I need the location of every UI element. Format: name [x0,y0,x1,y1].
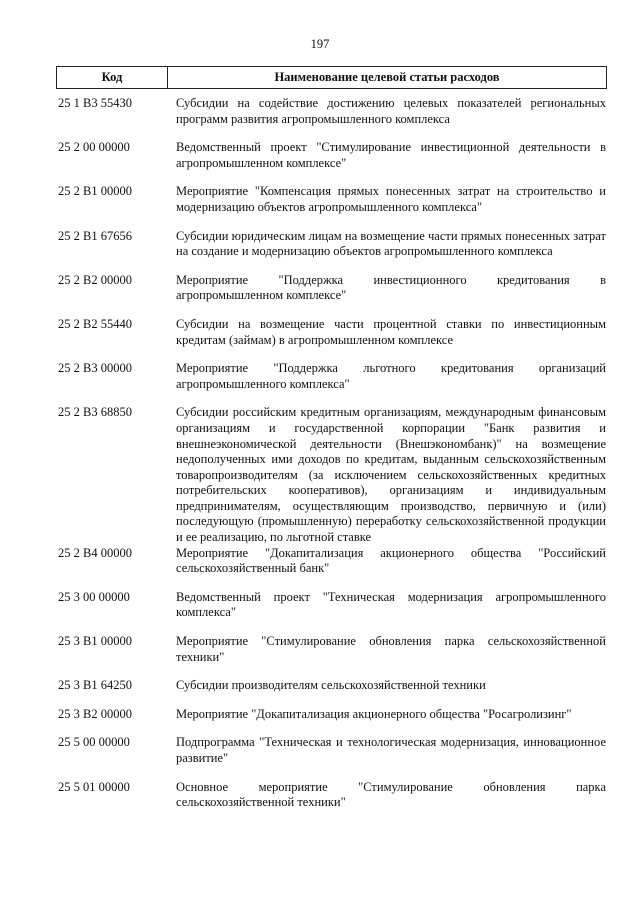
table-row [56,140,607,171]
row-description: Субсидии производителям сельскохозяйственной техники [176,678,486,693]
row-description: Подпрограмма "Техническая и технологическая модернизация, инновационное развитие" [176,735,606,765]
row-code: 25 3 B1 00000 [58,634,132,649]
table-row [56,780,607,811]
row-code: 25 2 B1 67656 [58,228,132,243]
table-row [56,273,607,304]
row-code: 25 2 00 00000 [58,140,130,155]
row-code: 25 2 B1 00000 [58,184,132,199]
column-header-code: Код [57,67,168,88]
row-description: Мероприятие "Докапитализация акционерного общества "Росагролизинг" [176,706,572,721]
row-code: 25 5 00 00000 [58,735,130,750]
row-description: Мероприятие "Стимулирование обновления парка сельскохозяйственной техники" [176,634,606,664]
table-row [56,678,607,694]
table-row [56,184,607,215]
row-description: Мероприятие "Поддержка льготного кредитования организаций агропромышленного комплекса" [176,361,606,391]
table-row [56,546,607,577]
row-description: Мероприятие "Компенсация прямых понесенных затрат на строительство и модернизацию объектов агропромышленного комплекса" [176,184,606,214]
row-description: Субсидии на возмещение части процентной ставки по инвестиционным кредитам (займам) в агропромышленном комплексе [176,316,606,347]
row-code: 25 2 B4 00000 [58,545,132,560]
table-row [56,317,607,348]
table-row [56,634,607,665]
row-code: 25 3 B1 64250 [58,678,132,693]
row-code: 25 3 00 00000 [58,589,130,604]
table-header [56,66,607,89]
table-row [56,707,607,723]
row-description: Субсидии на содействие достижению целевых показателей региональных программ развития агропромышленного комплекса [176,96,606,126]
table-row [56,590,607,621]
row-code: 25 2 B2 00000 [58,272,132,287]
row-code: 25 2 B3 68850 [58,405,132,420]
row-code: 25 5 01 00000 [58,779,130,794]
row-description: Субсидии российским кредитным организациям, международным финансовым организациям и государственной корпорации "Банк развития и внешнеэкономической деятельности (Внешэкономбанк)" на возмещение недополученных ими доходов по кредитам, выданным сельскохозяйственным товаропроизводителям (за исключением сельскохозяйственных кредитных потребительских кооперативов), организациям и индивидуальным предпринимателям, осуществляющим производство, первичную и (или) последующую (промышленную) переработку сельскохозяйственной продукции и ее реализацию, по льготной ставке [176,405,606,545]
row-description: Субсидии юридическим лицам на возмещение части прямых понесенных затрат на создание и модернизацию объектов агропромышленного комплекса [176,228,606,259]
row-description: Основное мероприятие "Стимулирование обновления парка сельскохозяйственной техники" [176,779,606,810]
row-code: 25 3 B2 00000 [58,706,132,721]
row-code: 25 2 B2 55440 [58,316,132,331]
row-description: Ведомственный проект "Стимулирование инвестиционной деятельности в агропромышленном комплексе" [176,140,606,170]
table-row [56,229,607,260]
table-row [56,405,607,545]
table-row [56,735,607,766]
row-description: Мероприятие "Докапитализация акционерного общества "Российский сельскохозяйственный банк" [176,545,606,576]
column-header-name: Наименование целевой статьи расходов [274,70,500,84]
table-row [56,361,607,392]
row-description: Ведомственный проект "Техническая модернизация агропромышленного комплекса" [176,589,606,620]
page-number: 197 [310,37,330,51]
row-code: 25 2 B3 00000 [58,361,132,376]
table-row [56,96,607,127]
table-body [56,96,607,824]
row-description: Мероприятие "Поддержка инвестиционного кредитования в агропромышленном комплексе" [176,272,606,303]
row-code: 25 1 B3 55430 [58,96,132,110]
